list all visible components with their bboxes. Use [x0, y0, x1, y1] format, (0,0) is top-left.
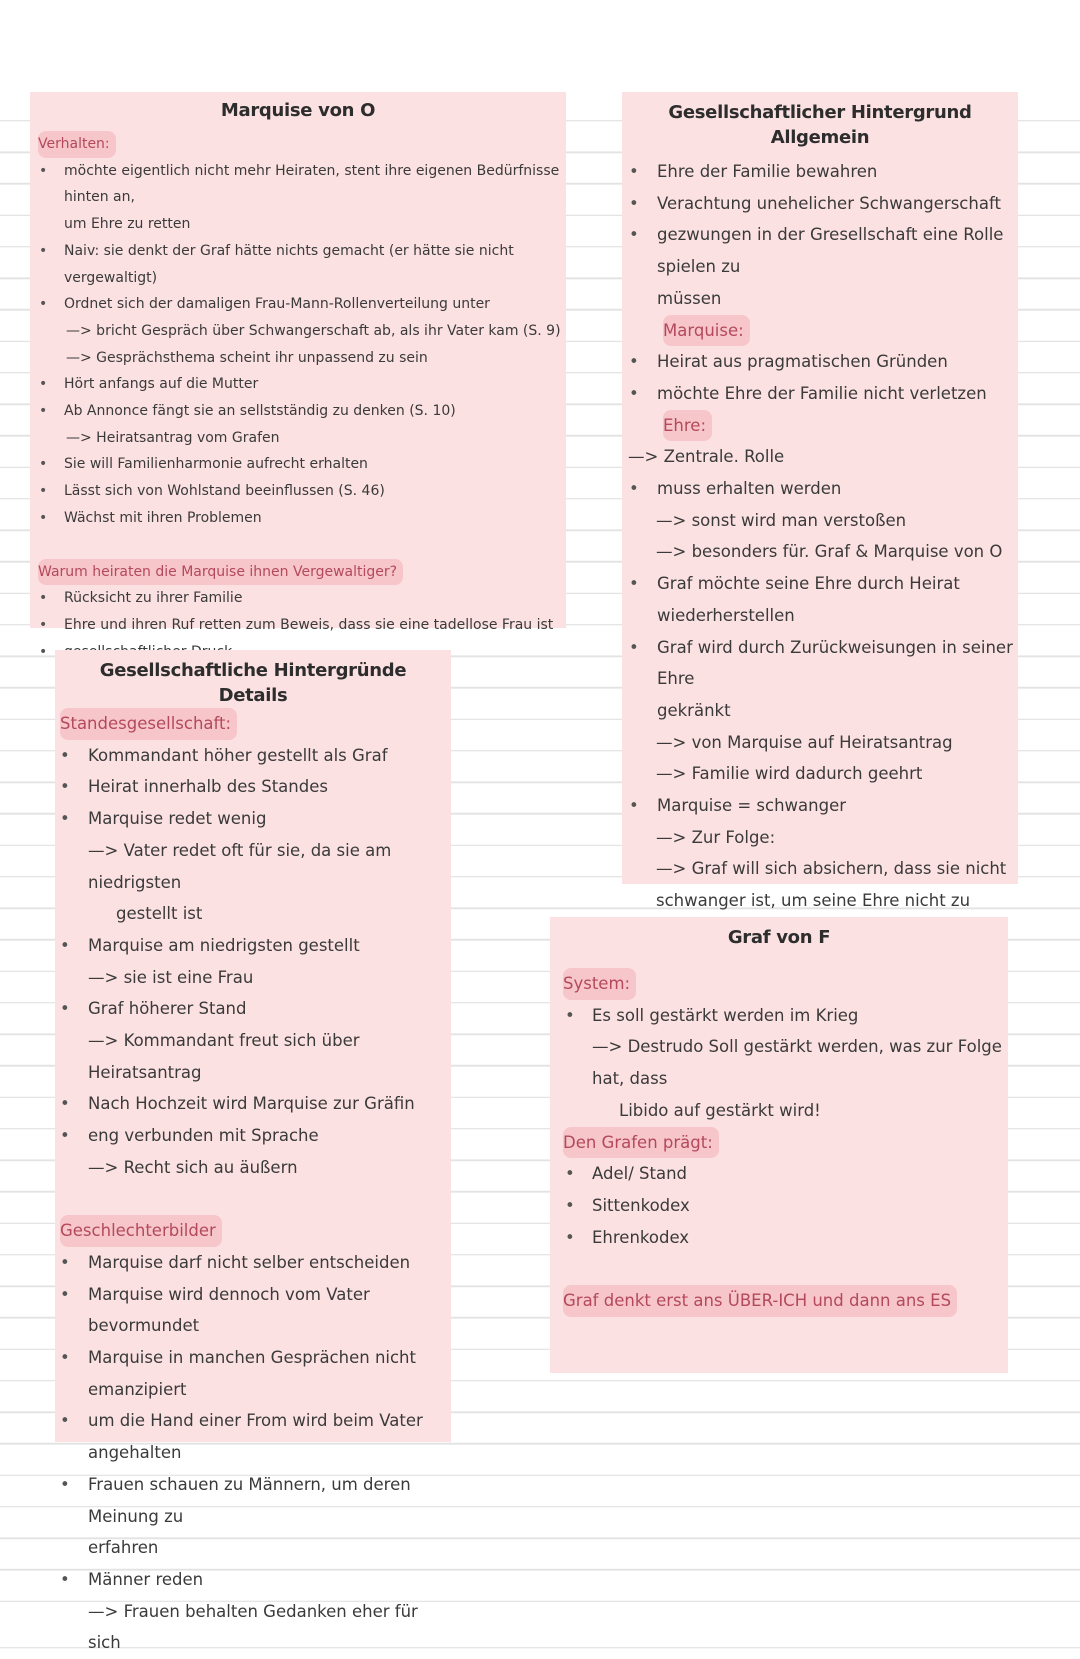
bullet-item	[30, 371, 566, 398]
bullet-text: • Marquise darf nicht selber entscheiden	[88, 1252, 411, 1272]
bullet-item	[30, 612, 566, 639]
bullet-text: • Graf wird durch Zurückweisungen in seiner Ehre	[657, 637, 1013, 689]
section-heading-den-grafen-praegt: Den Grafen prägt:	[563, 1127, 719, 1159]
bullet-text: • Ehre der Familie bewahren	[657, 162, 878, 181]
arrow-note: —> sie ist eine Frau	[88, 967, 254, 987]
arrow-note: —> Destrudo Soll gestärkt werden, was zur Folge hat, dass	[592, 1037, 1002, 1089]
bullet-item	[55, 803, 451, 835]
bullet-text: • Wächst mit ihren Problemen	[64, 509, 262, 526]
bullet-item	[55, 1342, 451, 1405]
bullet-text: • Ab Annonce fängt sie an sellstständig zu denken (S. 10)	[64, 403, 456, 420]
section-heading-standesgesellschaft: Standesgesellschaft:	[60, 708, 237, 740]
bullet-list-verhalten	[30, 158, 566, 532]
bullet-item	[55, 740, 451, 772]
bullet-item	[622, 632, 1018, 727]
arrow-note-continuation: gestellt ist	[116, 904, 203, 924]
arrow-note: —> von Marquise auf Heiratsantrag	[656, 732, 953, 752]
bullet-item	[622, 156, 1018, 188]
card-title-line1: Gesellschaftliche Hintergründe	[99, 660, 407, 681]
card-title-line1: Gesellschaftlicher Hintergrund	[668, 102, 972, 123]
bullet-text: • Marquise am niedrigsten gestellt	[88, 935, 360, 955]
bullet-text: • Hört anfangs auf die Mutter	[64, 376, 259, 393]
bullet-list-system	[550, 1000, 1008, 1127]
bullet-item	[622, 346, 1018, 378]
card-marquise-von-o	[30, 92, 566, 633]
bullet-text: • möchte eigentlich nicht mehr Heiraten, stent ihre eigenen Bedürfnisse hinten an,	[64, 162, 560, 206]
bullet-item	[30, 585, 566, 612]
card-gesellschaftliche-hintergruende-details	[55, 650, 451, 1653]
bullet-text: • Ehrenkodex	[592, 1227, 690, 1247]
bullet-item	[550, 1190, 1008, 1222]
arrow-note: —> sonst wird man verstoßen	[656, 510, 907, 530]
bullet-item	[55, 993, 451, 1025]
bullet-text: • muss erhalten werden	[657, 479, 842, 499]
bullet-text: • Es soll gestärkt werden im Krieg	[592, 1005, 859, 1025]
bullet-text: • möchte Ehre der Familie nicht verletzen	[657, 383, 987, 403]
arrow-note: —> Recht sich au äußern	[88, 1157, 298, 1177]
bullet-text: um Ehre zu retten	[64, 216, 191, 233]
bullet-text: müssen	[657, 288, 722, 308]
section-heading-geschlechterbilder: Geschlechterbilder	[60, 1215, 222, 1247]
bullet-item	[30, 505, 566, 532]
bullet-text: • Lässt sich von Wohlstand beeinflussen (S. 46)	[64, 483, 385, 500]
bullet-text: • Rücksicht zu ihrer Familie	[64, 590, 243, 607]
bullet-item	[622, 219, 1018, 314]
bullet-item	[55, 930, 451, 962]
bullet-text: • Ehre und ihren Ruf retten zum Beweis, dass sie eine tadellose Frau ist	[64, 616, 554, 633]
bullet-text: • Männer reden	[88, 1569, 204, 1589]
bullet-item	[55, 1088, 451, 1120]
section-heading-verhalten: Verhalten:	[38, 131, 116, 158]
bullet-list-den-grafen-praegt	[550, 1158, 1008, 1253]
bullet-item	[55, 1279, 451, 1342]
bullet-text: • Ordnet sich der damaligen Frau-Mann-Rollenverteilung unter	[64, 296, 490, 313]
bullet-item	[30, 291, 566, 318]
arrow-note: —> Gesprächsthema scheint ihr unpassend zu sein	[66, 349, 428, 366]
bullet-item	[30, 158, 566, 238]
content-list	[622, 156, 1018, 980]
bullet-text: gekränkt	[657, 700, 731, 720]
bullet-item	[55, 1469, 451, 1564]
bullet-text: erfahren	[88, 1538, 159, 1558]
arrow-note: schwanger ist, um seine Ehre nicht zu	[656, 891, 971, 911]
card-title: Graf von F	[727, 927, 831, 948]
bullet-text: • Frauen schauen zu Männern, um deren Meinung zu	[88, 1474, 411, 1526]
bullet-item	[622, 473, 1018, 505]
bullet-text: • Kommandant höher gestellt als Graf	[88, 745, 388, 765]
bullet-item	[550, 1222, 1008, 1254]
card-title-line2: Allgemein	[770, 127, 870, 148]
card-gesellschaftlicher-hintergrund-allgemein	[622, 92, 1018, 911]
bullet-text: • Verachtung unehelicher Schwangerschaft	[657, 193, 1001, 213]
bullet-text: • Nach Hochzeit wird Marquise zur Gräfin	[88, 1094, 415, 1114]
bullet-item	[30, 398, 566, 425]
bullet-item	[30, 478, 566, 505]
bullet-text: • Marquise = schwanger	[657, 796, 847, 816]
section-heading-system: System:	[563, 968, 636, 1000]
page-top-margin	[0, 0, 1080, 90]
card-graf-von-f	[550, 917, 1008, 1373]
section-heading	[628, 315, 1018, 347]
bullet-item	[622, 378, 1018, 410]
card-title: Marquise von O	[220, 100, 376, 121]
arrow-note: —> Graf will sich absichern, dass sie nicht	[656, 859, 1007, 879]
arrow-note: —> bricht Gespräch über Schwangerschaft ab, als ihr Vater kam (S. 9)	[66, 322, 561, 339]
bullet-item	[55, 1120, 451, 1152]
bullet-text: • Marquise redet wenig	[88, 809, 267, 829]
section-heading-text: Ehre:	[663, 410, 712, 442]
bullet-text: • gezwungen in der Gresellschaft eine Rolle spielen zu	[657, 225, 1004, 277]
arrow-note: —> Familie wird dadurch geehrt	[656, 764, 923, 784]
arrow-note: —> Heiratsantrag vom Grafen	[66, 429, 280, 446]
card-title-line2: Details	[218, 685, 288, 706]
bullet-item	[622, 790, 1018, 822]
bullet-list-geschlechterbilder	[55, 1247, 451, 1659]
arrow-note-continuation: Libido auf gestärkt wird!	[619, 1100, 821, 1120]
bullet-item	[550, 1000, 1008, 1032]
bullet-item	[550, 1158, 1008, 1190]
bullet-item	[55, 1405, 451, 1468]
bullet-text: • Marquise wird dennoch vom Vater bevormundet	[88, 1284, 370, 1336]
bullet-text: • um die Hand einer From wird beim Vater angehalten	[88, 1411, 423, 1463]
arrow-note: —> Frauen behalten Gedanken eher für sich	[88, 1601, 418, 1653]
section-heading	[628, 410, 1018, 442]
section-heading-text: Marquise:	[663, 315, 750, 347]
bullet-text: • Heirat innerhalb des Standes	[88, 777, 328, 797]
bullet-text: • Marquise in manchen Gesprächen nicht emanzipiert	[88, 1348, 416, 1399]
closing-note: Graf denkt erst ans ÜBER-ICH und dann ans ES	[563, 1285, 957, 1317]
section-heading-warum: Warum heiraten die Marquise ihnen Vergewaltiger?	[38, 559, 403, 586]
bullet-text: • Naiv: sie denkt der Graf hätte nichts gemacht (er hätte sie nicht vergewaltigt)	[64, 242, 514, 286]
arrow-note: —> Vater redet oft für sie, da sie am niedrigsten	[88, 840, 392, 892]
bullet-item	[622, 188, 1018, 220]
bullet-text: • Sittenkodex	[592, 1195, 690, 1215]
bullet-list-standesgesellschaft	[55, 740, 451, 1184]
card-title	[55, 658, 451, 708]
bullet-text: • Graf höherer Stand	[88, 999, 247, 1019]
arrow-note: —> Kommandant freut sich über Heiratsantrag	[88, 1031, 360, 1082]
arrow-note: —> besonders für. Graf & Marquise von O	[656, 542, 1003, 562]
bullet-item	[55, 1564, 451, 1596]
bullet-text: • Graf möchte seine Ehre durch Heirat wiederherstellen	[657, 574, 960, 625]
arrow-note: —> Zentrale. Rolle	[628, 447, 785, 467]
card-title	[622, 100, 1018, 150]
bullet-text: • Adel/ Stand	[592, 1164, 687, 1184]
bullet-item	[55, 1247, 451, 1279]
bullet-text: • eng verbunden mit Sprache	[88, 1126, 319, 1146]
bullet-item	[55, 771, 451, 803]
bullet-item	[30, 238, 566, 291]
bullet-text: • Heirat aus pragmatischen Gründen	[657, 352, 948, 372]
bullet-item	[30, 451, 566, 478]
bullet-item	[622, 568, 1018, 631]
bullet-text: • Sie will Familienharmonie aufrecht erhalten	[64, 456, 368, 473]
arrow-note: —> Zur Folge:	[656, 827, 776, 847]
